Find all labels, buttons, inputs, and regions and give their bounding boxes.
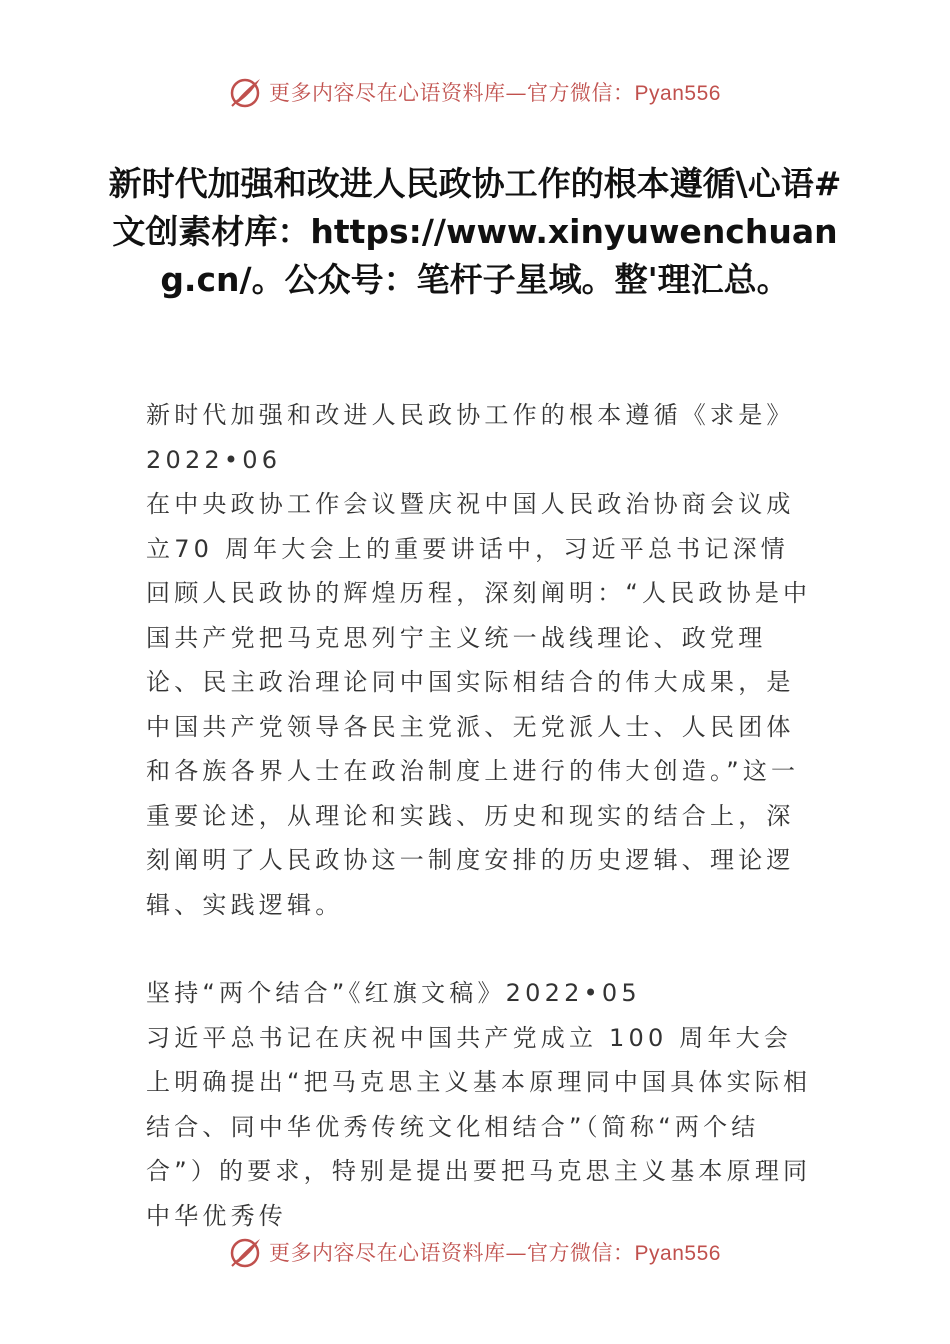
document-body <box>146 393 814 1238</box>
section-heading: 坚持“两个结合”《红旗文稿》2022•05 <box>146 979 641 1007</box>
section-date: 2022•06 <box>146 445 282 474</box>
section-paragraph: 习近平总书记在庆祝中国共产党成立 100 周年大会上明确提出“把马克思主义基本原理同中国具体实际相结合、同中华优秀传统文化相结合”（简称“两个结合”）的要求，特别是提出要把马克思主义基本原理同中华优秀传 <box>146 1023 812 1230</box>
banner-text: 更多内容尽在心语资料库—官方微信：Pyan556 <box>269 1241 721 1265</box>
section-heading: 新时代加强和改进人民政协工作的根本遵循《求是》 <box>146 401 795 429</box>
paragraph-gap <box>146 927 814 971</box>
footer-banner <box>0 1232 950 1272</box>
section-paragraph: 在中央政协工作会议暨庆祝中国人民政治协商会议成立70 周年大会上的重要讲话中，习近平总书记深情回顾人民政协的辉煌历程，深刻阐明：“人民政协是中国共产党把马克思列宁主义统一战线理论、政党理论、民主政治理论同中国实际相结合的伟大成果，是中国共产党领导各民主党派、无党派人士、人民团体和各族各界人士在政治制度上进行的伟大创造。”这一重要论述，从理论和实践、历史和现实的结合上，深刻阐明了人民政协这一制度安排的历史逻辑、理论逻辑、实践逻辑。 <box>146 490 812 919</box>
document-title: 新时代加强和改进人民政协工作的根本遵循\心语#文创素材库：https://www.xinyuwenchuang.cn/。公众号：笔杆子星域。整'理汇总。 <box>108 164 842 299</box>
quill-logo-icon <box>229 1235 263 1269</box>
quill-logo-icon <box>229 75 263 109</box>
header-banner <box>0 72 950 112</box>
banner-text: 更多内容尽在心语资料库—官方微信：Pyan556 <box>269 81 721 105</box>
